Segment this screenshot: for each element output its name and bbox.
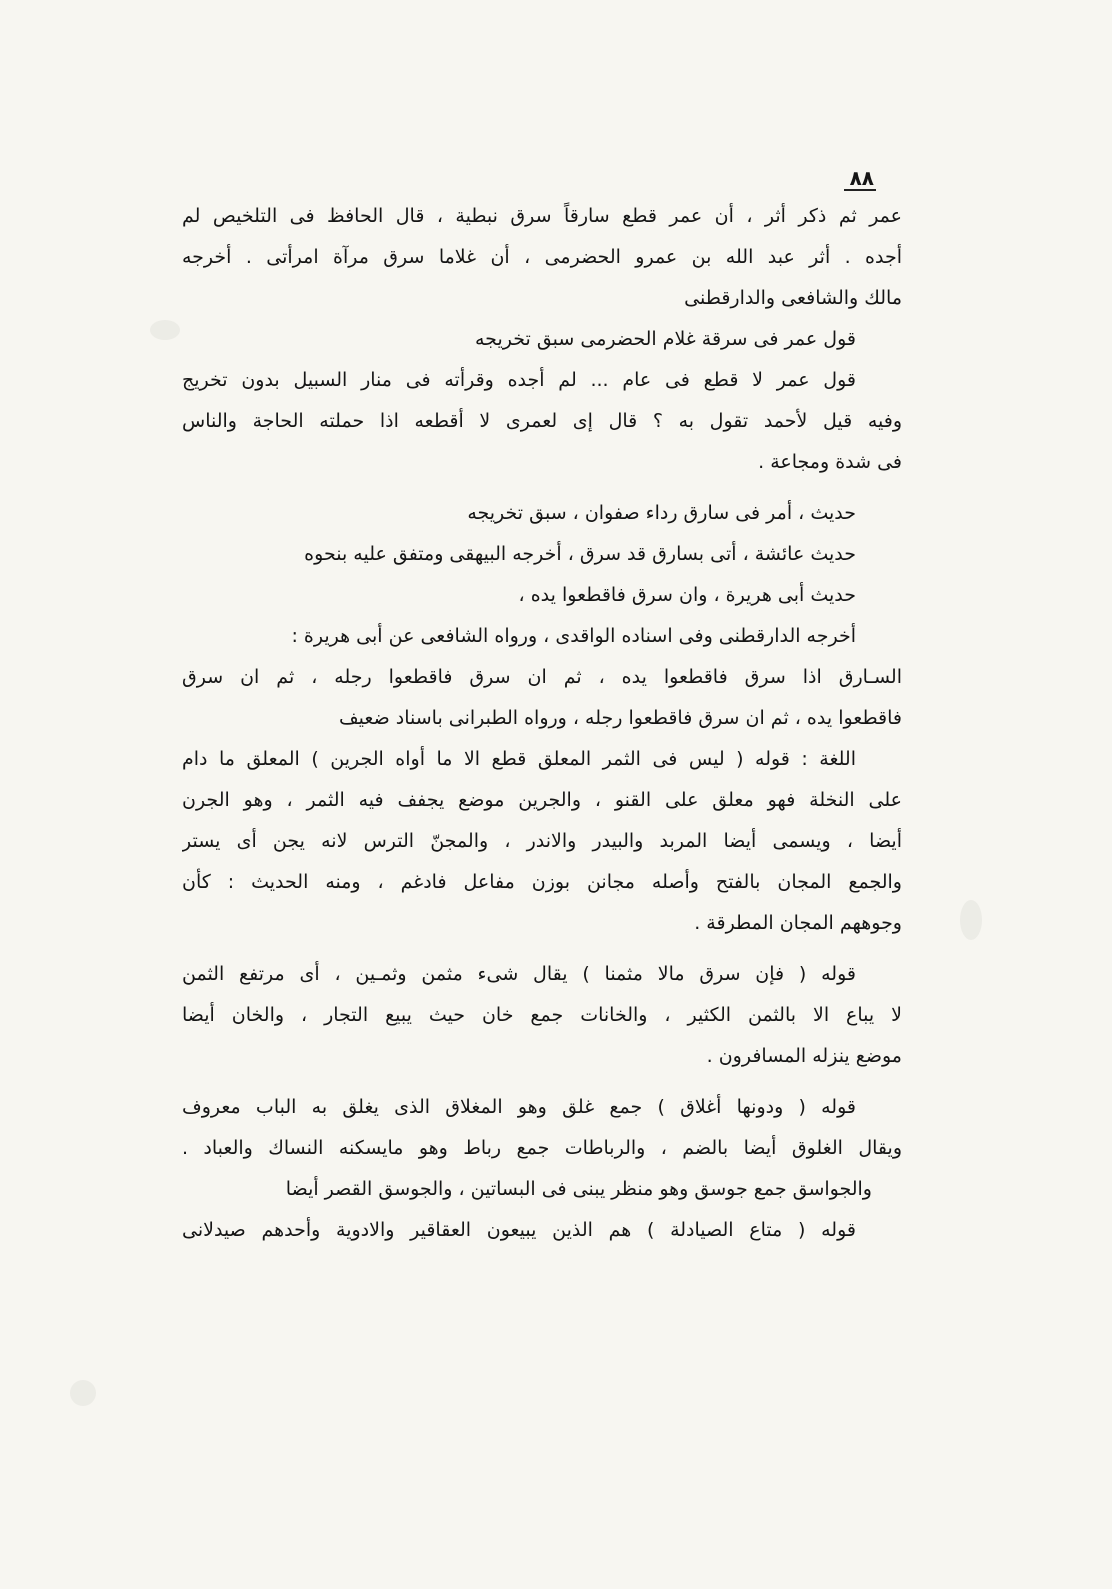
text-line: قول عمر فى سرقة غلام الحضرمى سبق تخريجه bbox=[475, 328, 856, 350]
text-line: حديث أبى هريرة ، وان سرق فاقطعوا يده ، bbox=[518, 584, 856, 606]
text-line: قول عمر لا قطع فى عام ... لم أجده وقرأته فى منار السبيل بدون تخريج bbox=[182, 369, 856, 391]
paper-stain bbox=[70, 1380, 96, 1406]
text-line: حديث عائشة ، أتى بسارق قد سرق ، أخرجه البيهقى ومتفق عليه بنحوه bbox=[304, 543, 856, 565]
paragraph-gap bbox=[182, 944, 902, 954]
body-text bbox=[182, 196, 902, 1251]
text-line: عمر ثم ذكر أثر ، أن عمر قطع سارقاً سرق نبطية ، قال الحافظ فى التلخيص لم bbox=[182, 205, 902, 227]
text-line: أيضا ، ويسمى أيضا المربد والبيدر والاندر ، والمجنّ الترس لانه يجن أى يستر bbox=[182, 830, 902, 852]
text-line: ويقال الغلوق أيضا بالضم ، والرباطات جمع رباط وهو مايسكنه النساك والعباد . bbox=[182, 1137, 902, 1159]
text-line: أخرجه الدارقطنى وفى اسناده الواقدى ، ورواه الشافعى عن أبى هريرة : bbox=[291, 625, 856, 647]
text-line: فى شدة ومجاعة . bbox=[758, 451, 902, 473]
text-line: والجواسق جمع جوسق وهو منظر يبنى فى البساتين ، والجوسق القصر أيضا bbox=[285, 1178, 872, 1200]
text-line: موضع ينزله المسافرون . bbox=[706, 1045, 902, 1067]
text-line: وفيه قيل لأحمد تقول به ؟ قال إى لعمرى لا أقطعه اذا حملته الحاجة والناس bbox=[182, 410, 902, 432]
text-line: فاقطعوا يده ، ثم ان سرق فاقطعوا رجله ، ورواه الطبرانى باسناد ضعيف bbox=[339, 707, 902, 729]
text-line: مالك والشافعى والدارقطنى bbox=[684, 287, 902, 309]
text-line: وجوههم المجان المطرقة . bbox=[694, 912, 902, 934]
paragraph-gap bbox=[182, 1077, 902, 1087]
page-number: ٨٨ bbox=[844, 168, 876, 191]
text-line: لا يباع الا بالثمن الكثير ، والخانات جمع خان حيث يبيع التجار ، والخان أيضا bbox=[182, 1004, 902, 1026]
paragraph-gap bbox=[182, 483, 902, 493]
text-line: قوله ( فإن سرق مالا مثمنا ) يقال شىء مثمن وثمـين ، أى مرتفع الثمن bbox=[182, 963, 856, 985]
text-line: أجده . أثر عبد الله بن عمرو الحضرمى ، أن غلاما سرق مرآة امرأتى . أخرجه bbox=[182, 246, 902, 268]
paper-stain bbox=[150, 320, 180, 340]
paper-stain bbox=[960, 900, 982, 940]
text-line: اللغة : قوله ( ليس فى الثمر المعلق قطع الا ما أواه الجرين ) المعلق ما دام bbox=[182, 748, 856, 770]
text-line: قوله ( متاع الصيادلة ) هم الذين يبيعون العقاقير والادوية وأحدهم صيدلانى bbox=[182, 1219, 856, 1241]
text-line: حديث ، أمر فى سارق رداء صفوان ، سبق تخريجه bbox=[467, 502, 856, 524]
text-line: والجمع المجان بالفتح وأصله مجانن بوزن مفاعل فادغم ، ومنه الحديث : كأن bbox=[182, 871, 902, 893]
text-line: السـارق اذا سرق فاقطعوا يده ، ثم ان سرق فاقطعوا رجله ، ثم ان سرق bbox=[182, 666, 902, 688]
text-line: على النخلة فهو معلق على القنو ، والجرين موضع يجفف فيه الثمر ، وهو الجرن bbox=[182, 789, 902, 811]
text-line: قوله ( ودونها أغلاق ) جمع غلق وهو المغلاق الذى يغلق به الباب معروف bbox=[182, 1096, 856, 1118]
